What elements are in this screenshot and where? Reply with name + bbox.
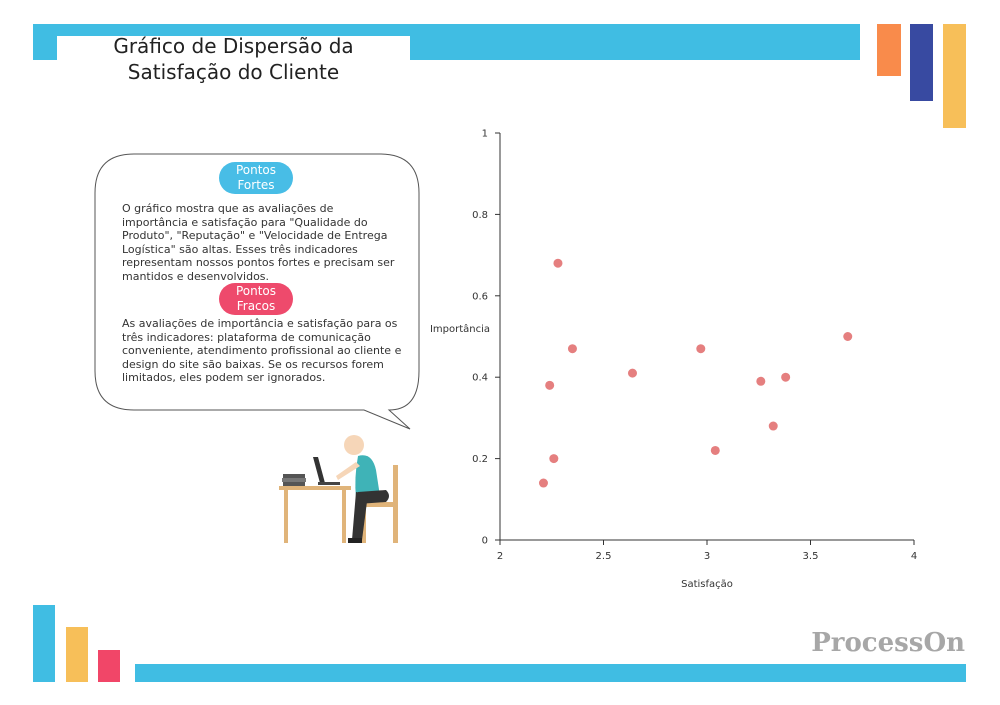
- page-title: Gráfico de Dispersão da Satisfação do Cliente: [113, 34, 354, 84]
- x-tick-label: 4: [910, 551, 918, 562]
- data-point: [781, 373, 790, 382]
- data-point: [553, 259, 562, 268]
- data-points: [539, 259, 852, 488]
- data-point: [711, 446, 720, 455]
- data-point: [843, 332, 852, 341]
- y-tick-label: 0.8: [472, 209, 488, 221]
- brand-logo: ProcessOn: [811, 628, 965, 658]
- decor-bar-blue: [33, 605, 55, 682]
- data-point: [628, 369, 637, 378]
- title-box: [57, 36, 410, 82]
- x-ticks: [497, 540, 917, 562]
- x-tick-label: 3: [703, 551, 711, 562]
- person-at-desk-illustration: [276, 430, 406, 548]
- footer-band: [135, 664, 966, 682]
- data-point: [696, 344, 705, 353]
- decor-bar-red: [98, 650, 120, 682]
- strengths-text: O gráfico mostra que as avaliações de importância e satisfação para "Qualidade do Produto", "Reputação" e "Velocidade de Entrega Logística" são altas. Esses três indicadores representam nossos pontos fortes e precisam ser mantidos e desenvolvidos.: [122, 202, 395, 283]
- weaknesses-label: Pontos Fracos: [235, 284, 277, 313]
- y-tick-label: 1: [481, 128, 488, 140]
- y-tick-label: 0: [481, 535, 488, 547]
- weaknesses-badge: [219, 283, 293, 315]
- x-tick-label: 2: [496, 551, 504, 562]
- y-axis-label: Importância: [429, 324, 491, 335]
- y-ticks: [472, 129, 500, 547]
- y-tick-label: 0.2: [472, 454, 488, 466]
- x-tick-label: 2.5: [595, 551, 612, 562]
- desk-icon: [279, 486, 351, 543]
- data-point: [539, 479, 548, 488]
- strengths-label: Pontos Fortes: [235, 163, 277, 192]
- data-point: [568, 344, 577, 353]
- x-axis-label: Satisfação: [681, 579, 733, 590]
- y-tick-label: 0.4: [472, 372, 488, 384]
- decor-bar-navy: [910, 24, 933, 101]
- books-icon: [282, 474, 306, 486]
- decor-bar-yellow: [943, 24, 966, 128]
- decor-bar-yellow-small: [66, 627, 88, 682]
- y-tick-label: 0.6: [472, 291, 488, 303]
- data-point: [545, 381, 554, 390]
- data-point: [769, 422, 778, 431]
- data-point: [756, 377, 765, 386]
- scatter-chart: [420, 115, 940, 600]
- x-tick-label: 3.5: [802, 551, 819, 562]
- laptop-icon: [313, 457, 340, 485]
- strengths-badge: [219, 162, 293, 194]
- weaknesses-text: As avaliações de importância e satisfação para os três indicadores: plataforma de comunicação conveniente, atendimento profissional ao cliente e design do site são baixas. Se os recursos forem limitados, eles podem ser ignorados.: [122, 317, 402, 385]
- data-point: [549, 454, 558, 463]
- decor-bar-orange: [877, 24, 901, 76]
